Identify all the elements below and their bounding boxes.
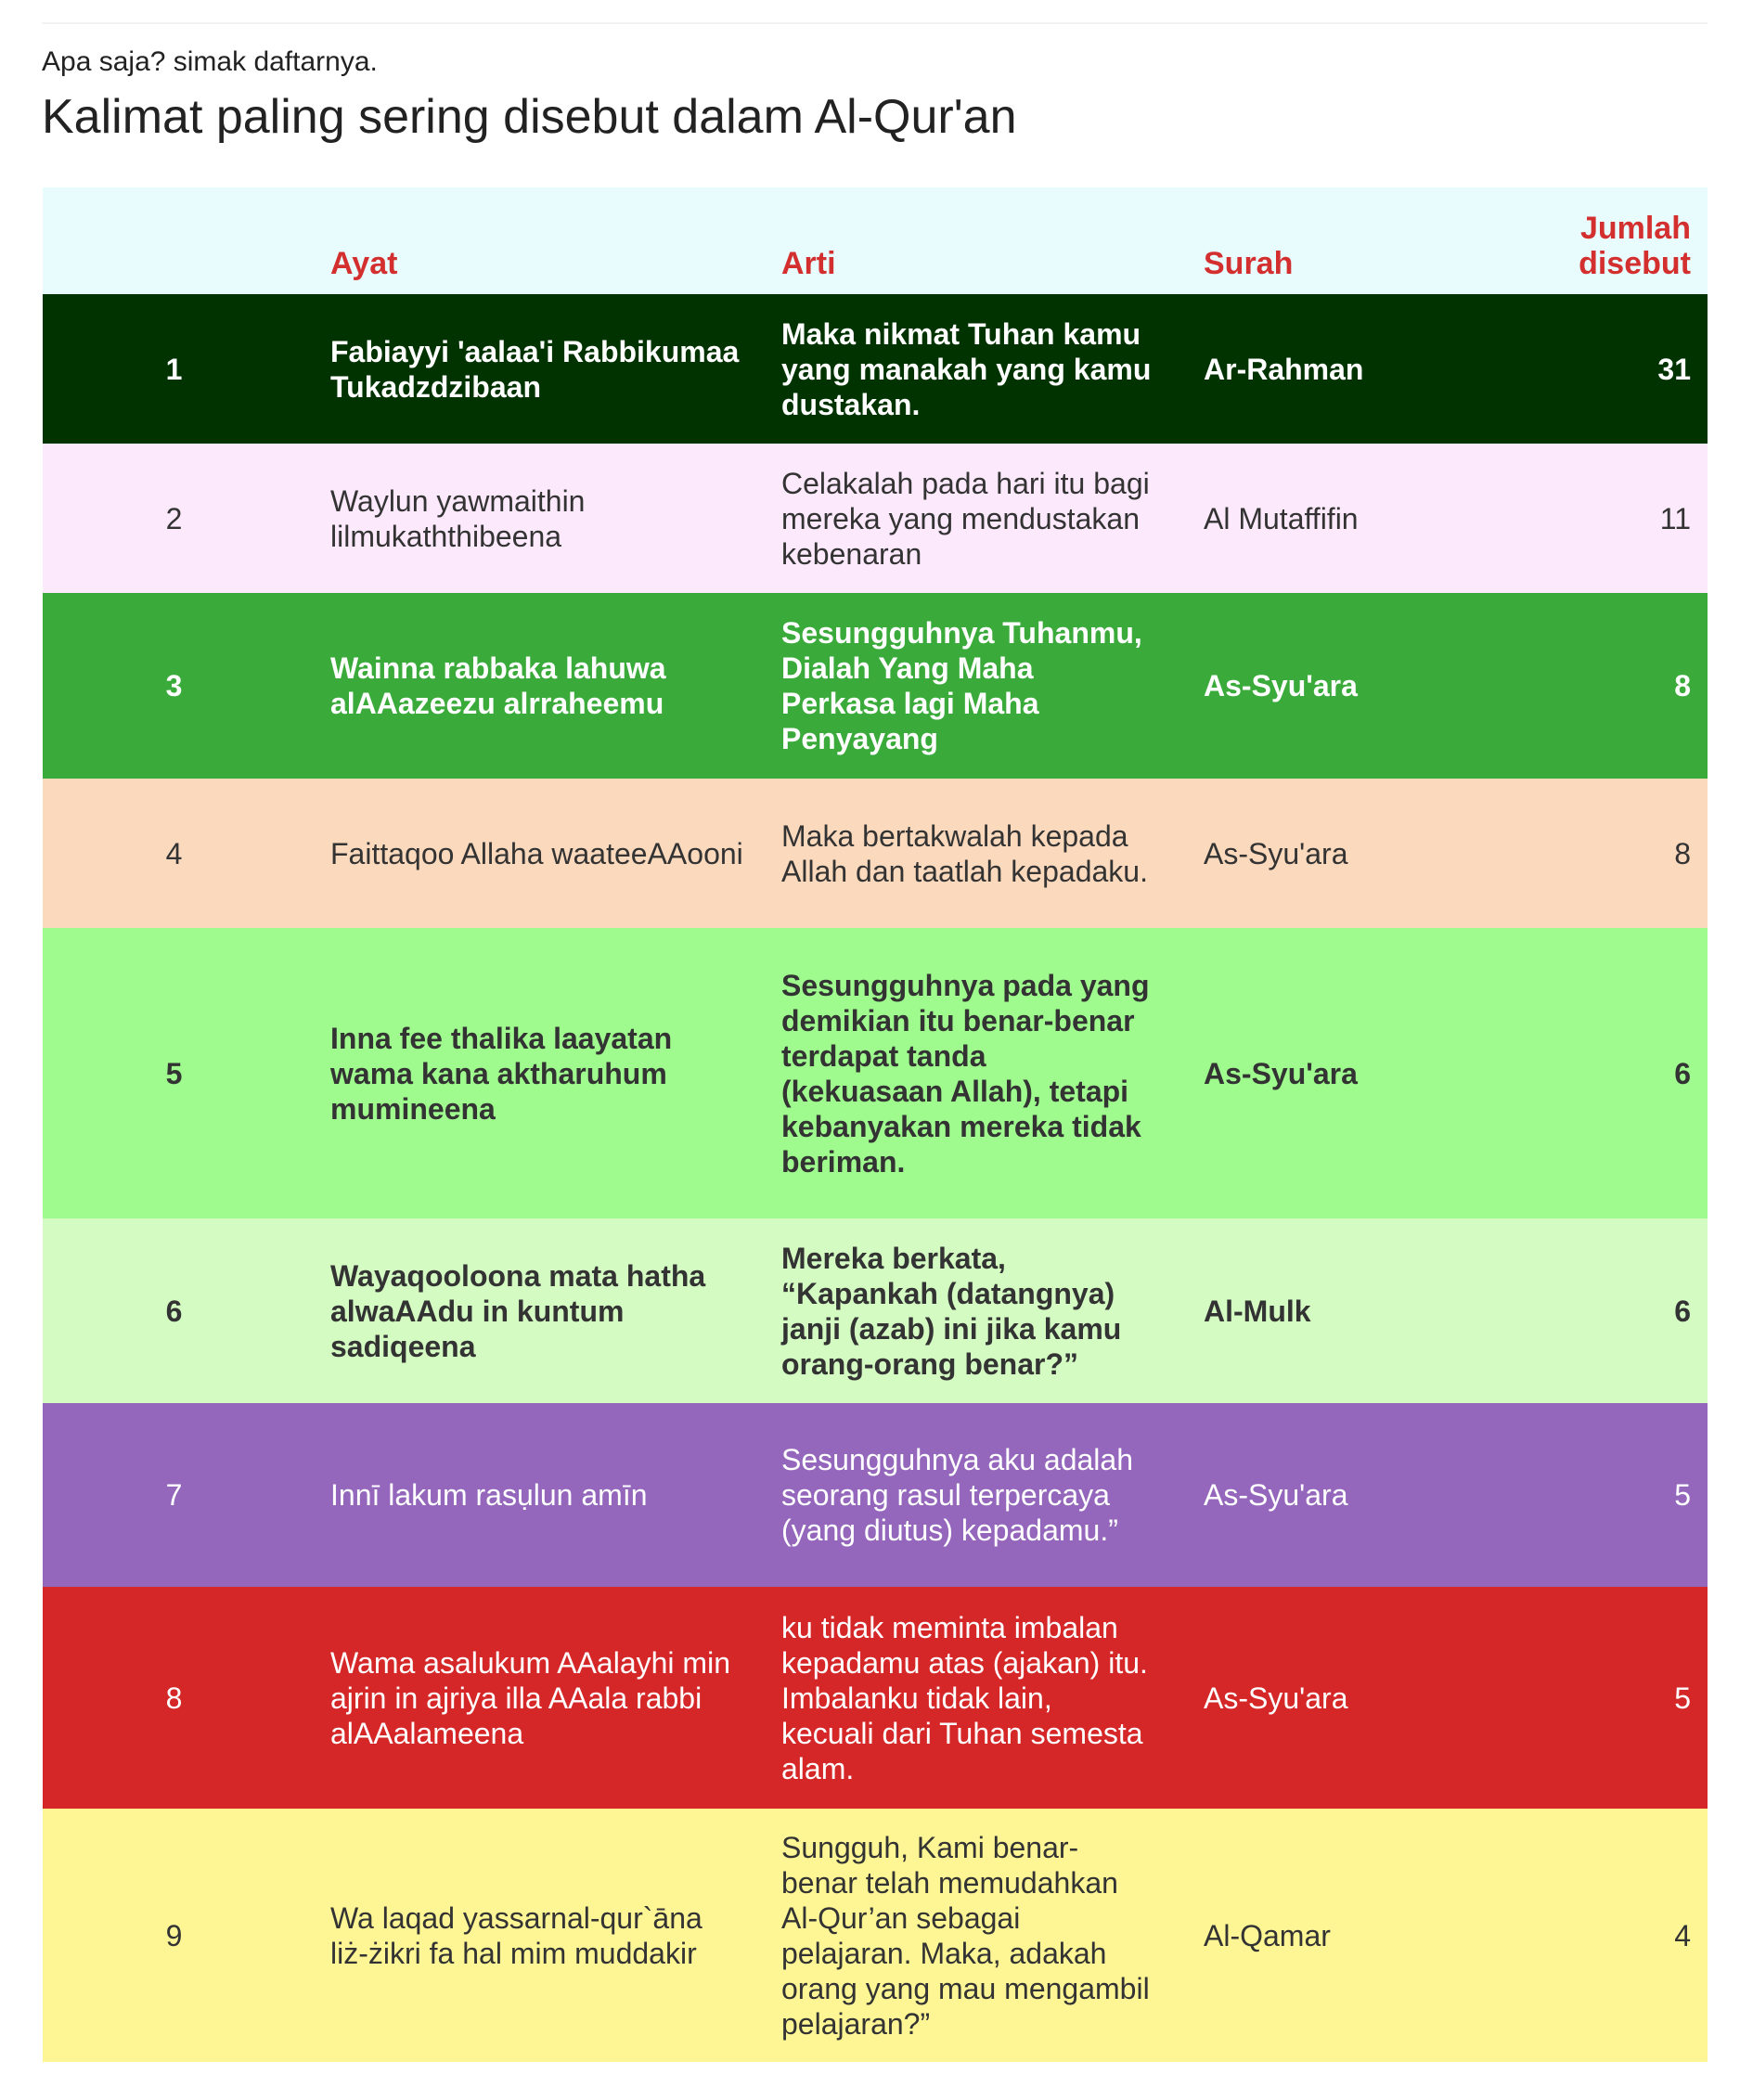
row-arti: ku tidak meminta imbalan kepadamu atas (ajakan) itu. Imbalanku tidak lain, kecuali dari Tuhan semesta alam. <box>781 1610 1148 1785</box>
row-number: 9 <box>165 1918 183 1952</box>
row-count: 5 <box>1674 1478 1691 1512</box>
row-surah: Ar-Rahman <box>1204 352 1364 386</box>
header-ayat: Ayat <box>330 246 398 281</box>
row-number: 8 <box>165 1681 183 1715</box>
row-count: 8 <box>1674 669 1691 702</box>
ranking-table <box>43 187 1708 2062</box>
row-number: 2 <box>165 501 183 535</box>
page-title: Kalimat paling sering disebut dalam Al-Qur'an <box>42 90 1017 144</box>
row-ayat: Innī lakum rasụlun amīn <box>330 1478 648 1512</box>
table-row <box>43 444 1708 593</box>
table-row <box>43 593 1708 779</box>
row-arti: Mereka berkata, “Kapankah (datangnya) janji (azab) ini jika kamu orang-orang benar?” <box>781 1241 1122 1381</box>
row-count: 4 <box>1674 1918 1691 1952</box>
table-row <box>43 1809 1708 2062</box>
table-row <box>43 1403 1708 1587</box>
row-ayat: Wama asalukum AAalayhi min ajrin in ajriya illa AAala rabbi alAAalameena <box>330 1645 730 1750</box>
row-count: 31 <box>1657 352 1691 386</box>
row-ayat: Inna fee thalika laayatan wama kana aktharuhum mumineena <box>330 1021 673 1126</box>
row-ayat: Wainna rabbaka lahuwa alAAazeezu alrraheemu <box>330 651 666 720</box>
row-arti: Celakalah pada hari itu bagi mereka yang mendustakan kebenaran <box>781 466 1150 571</box>
row-count: 6 <box>1674 1056 1691 1090</box>
row-number: 6 <box>165 1294 183 1328</box>
row-surah: As-Syu'ara <box>1204 669 1358 702</box>
row-count: 5 <box>1674 1681 1691 1715</box>
header-arti: Arti <box>781 246 836 281</box>
page-subtitle: Apa saja? simak daftarnya. <box>42 46 378 77</box>
header-surah: Surah <box>1204 246 1294 281</box>
table-row <box>43 779 1708 928</box>
row-count: 6 <box>1674 1294 1691 1328</box>
row-arti: Maka nikmat Tuhan kamu yang manakah yang kamu dustakan. <box>781 316 1152 421</box>
header-count: Jumlah disebut <box>1579 211 1691 281</box>
row-ayat: Wa laqad yassarnal-qur`āna liż-żikri fa hal mim muddakir <box>330 1900 702 1970</box>
row-number: 7 <box>165 1478 183 1512</box>
row-arti: Sungguh, Kami benar-benar telah memudahkan Al-Qur’an sebagai pelajaran. Maka, adakah orang yang mau mengambil pelajaran?” <box>781 1830 1150 2041</box>
table-row <box>43 1218 1708 1403</box>
row-ayat: Waylun yawmaithin lilmukaththibeena <box>330 483 586 553</box>
table-row <box>43 1587 1708 1809</box>
table-row <box>43 294 1708 444</box>
row-surah: As-Syu'ara <box>1204 1056 1358 1090</box>
row-number: 5 <box>165 1056 183 1090</box>
row-arti: Sesungguhnya aku adalah seorang rasul terpercaya (yang diutus) kepadamu.” <box>781 1443 1133 1547</box>
row-number: 3 <box>165 669 183 702</box>
row-number: 4 <box>165 836 183 870</box>
row-count: 11 <box>1659 501 1691 535</box>
row-surah: Al-Qamar <box>1204 1918 1331 1952</box>
row-arti: Sesungguhnya Tuhanmu, Dialah Yang Maha Perkasa lagi Maha Penyayang <box>781 616 1142 755</box>
row-ayat: Faittaqoo Allaha waateeAAooni <box>330 836 743 870</box>
table-header-row <box>43 187 1708 294</box>
row-ayat: Fabiayyi 'aalaa'i Rabbikumaa Tukadzdzibaan <box>330 334 740 404</box>
row-surah: As-Syu'ara <box>1204 1681 1348 1715</box>
row-count: 8 <box>1674 836 1691 870</box>
row-surah: As-Syu'ara <box>1204 1478 1348 1512</box>
row-surah: Al Mutaffifin <box>1204 501 1359 535</box>
row-number: 1 <box>165 352 183 386</box>
row-arti: Sesungguhnya pada yang demikian itu benar-benar terdapat tanda (kekuasaan Allah), tetapi kebanyakan mereka tidak beriman. <box>781 968 1150 1179</box>
row-surah: As-Syu'ara <box>1204 836 1348 870</box>
table-row <box>43 928 1708 1218</box>
top-divider <box>42 22 1708 24</box>
row-surah: Al-Mulk <box>1204 1294 1311 1328</box>
row-ayat: Wayaqooloona mata hatha alwaAAdu in kuntum sadiqeena <box>330 1258 706 1363</box>
row-arti: Maka bertakwalah kepada Allah dan taatlah kepadaku. <box>781 818 1148 888</box>
